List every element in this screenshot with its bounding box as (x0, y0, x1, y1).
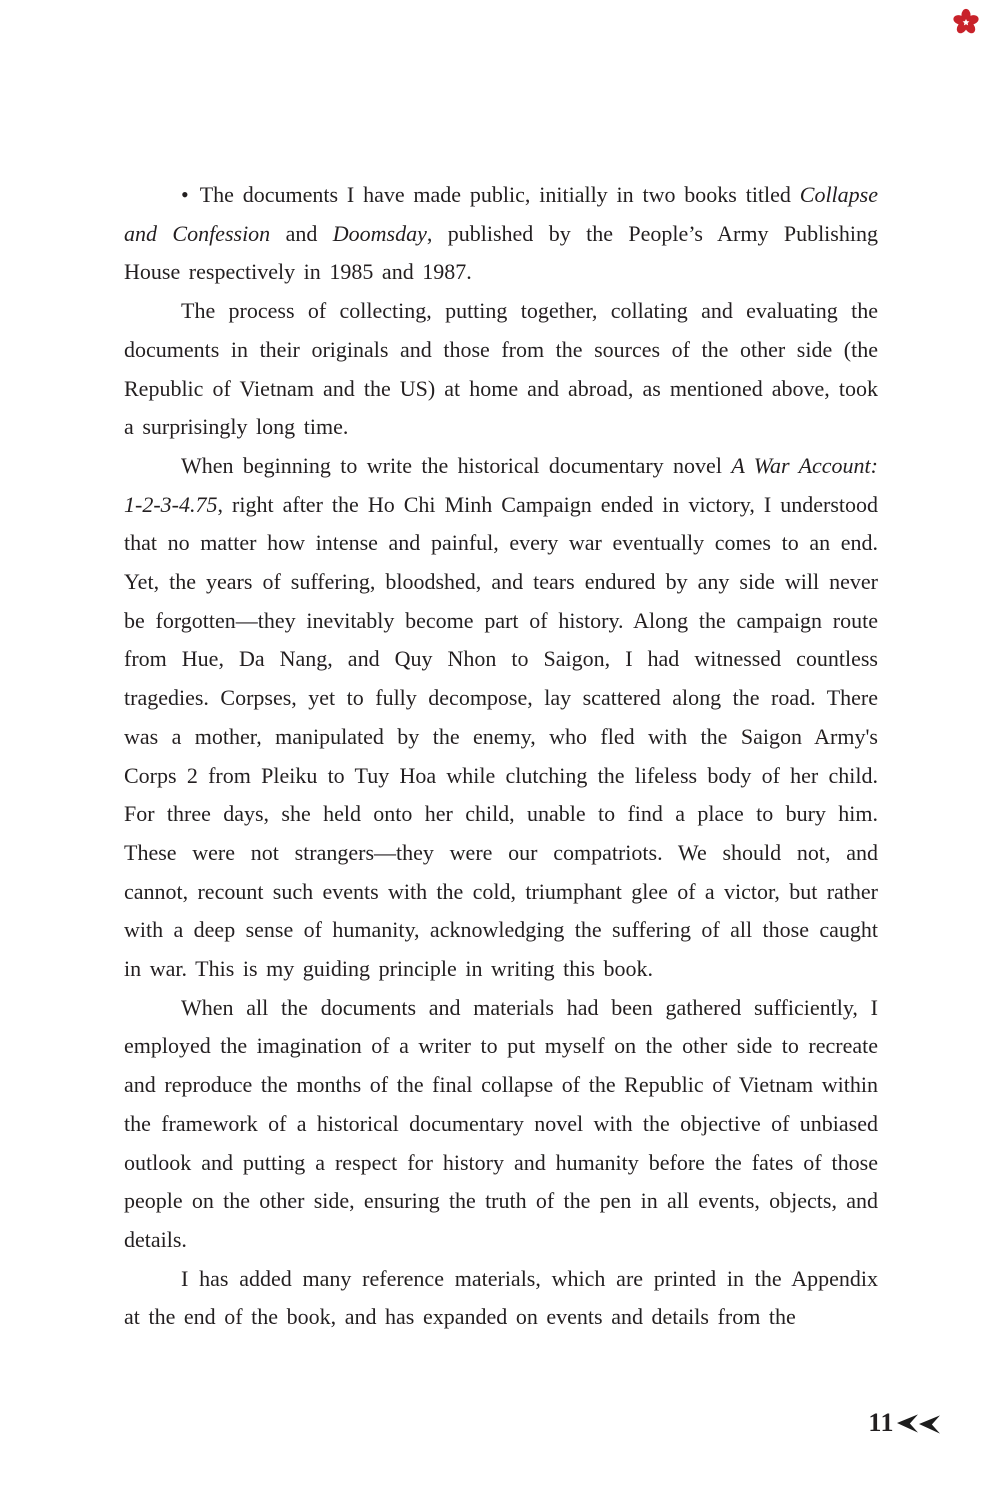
text-run: , published by the People’s Army Publishing House respectively in 1985 and 1987. (124, 220, 878, 285)
left-arrow-icon (919, 1415, 940, 1434)
paragraph (124, 447, 878, 989)
left-arrow-icon (897, 1414, 918, 1433)
text-run: , right after the Ho Chi Minh Campaign ended in victory, I understood that no matter how intense and painful, every war eventually comes to an end. Yet, the years of suffering, bloodshed, and tears endured by any side will never be forgotten—they inevitably become part of history. Along the campaign route from Hue, Da Nang, and Quy Nhon to Saigon, I had witnessed countless tragedies. Corpses, yet to fully decompose, lay scattered along the road. There was a mother, manipulated by the enemy, who fled with the Saigon Army's Corps 2 from Pleiku to Tuy Hoa while clutching the lifeless body of her child. For three days, she held onto her child, unable to find a place to bury him. These were not strangers—they were our compatriots. We should not, and cannot, recount such events with the cold, triumphant glee of a victor, but rather with a deep sense of humanity, acknowledging the suffering of all those caught in war. This is my guiding principle in writing this book. (124, 491, 878, 982)
text-run: and (270, 220, 333, 246)
text-run: When all the documents and materials had been gathered sufficiently, I employed the imagination of a writer to put myself on the other side to recreate and reproduce the months of the final collapse of the Republic of Vietnam within the framework of a historical documentary novel with the objective of unbiased outlook and putting a respect for history and humanity before the fates of those people on the other side, ensuring the truth of the pen in all events, objects, and details. (124, 994, 878, 1252)
red-flower-icon (952, 8, 980, 36)
paragraph (124, 292, 878, 447)
italic-text-run: A War Account: 1-2-3-4.75 (124, 452, 878, 517)
bullet-marker: • (181, 182, 189, 207)
italic-text-run: Collapse and Confession (124, 182, 878, 246)
text-block (124, 176, 878, 1337)
footer (868, 1408, 940, 1438)
text-run: When beginning to write the historical documentary novel (181, 452, 732, 478)
italic-text-run: Doomsday (332, 220, 427, 246)
paragraph (124, 989, 878, 1260)
page-number: 11 (868, 1408, 894, 1437)
text-run: The documents I have made public, initially in two books titled (199, 182, 800, 207)
text-run: I has added many reference materials, which are printed in the Appendix at the end of the book, and has expanded on events and details from the (124, 1265, 878, 1330)
paragraph (124, 1260, 878, 1337)
paragraph (124, 176, 878, 292)
text-run: The process of collecting, putting together, collating and evaluating the documents in their originals and those from the sources of the other side (the Republic of Vietnam and the US) at home and abroad, as mentioned above, took a surprisingly long time. (124, 298, 878, 440)
